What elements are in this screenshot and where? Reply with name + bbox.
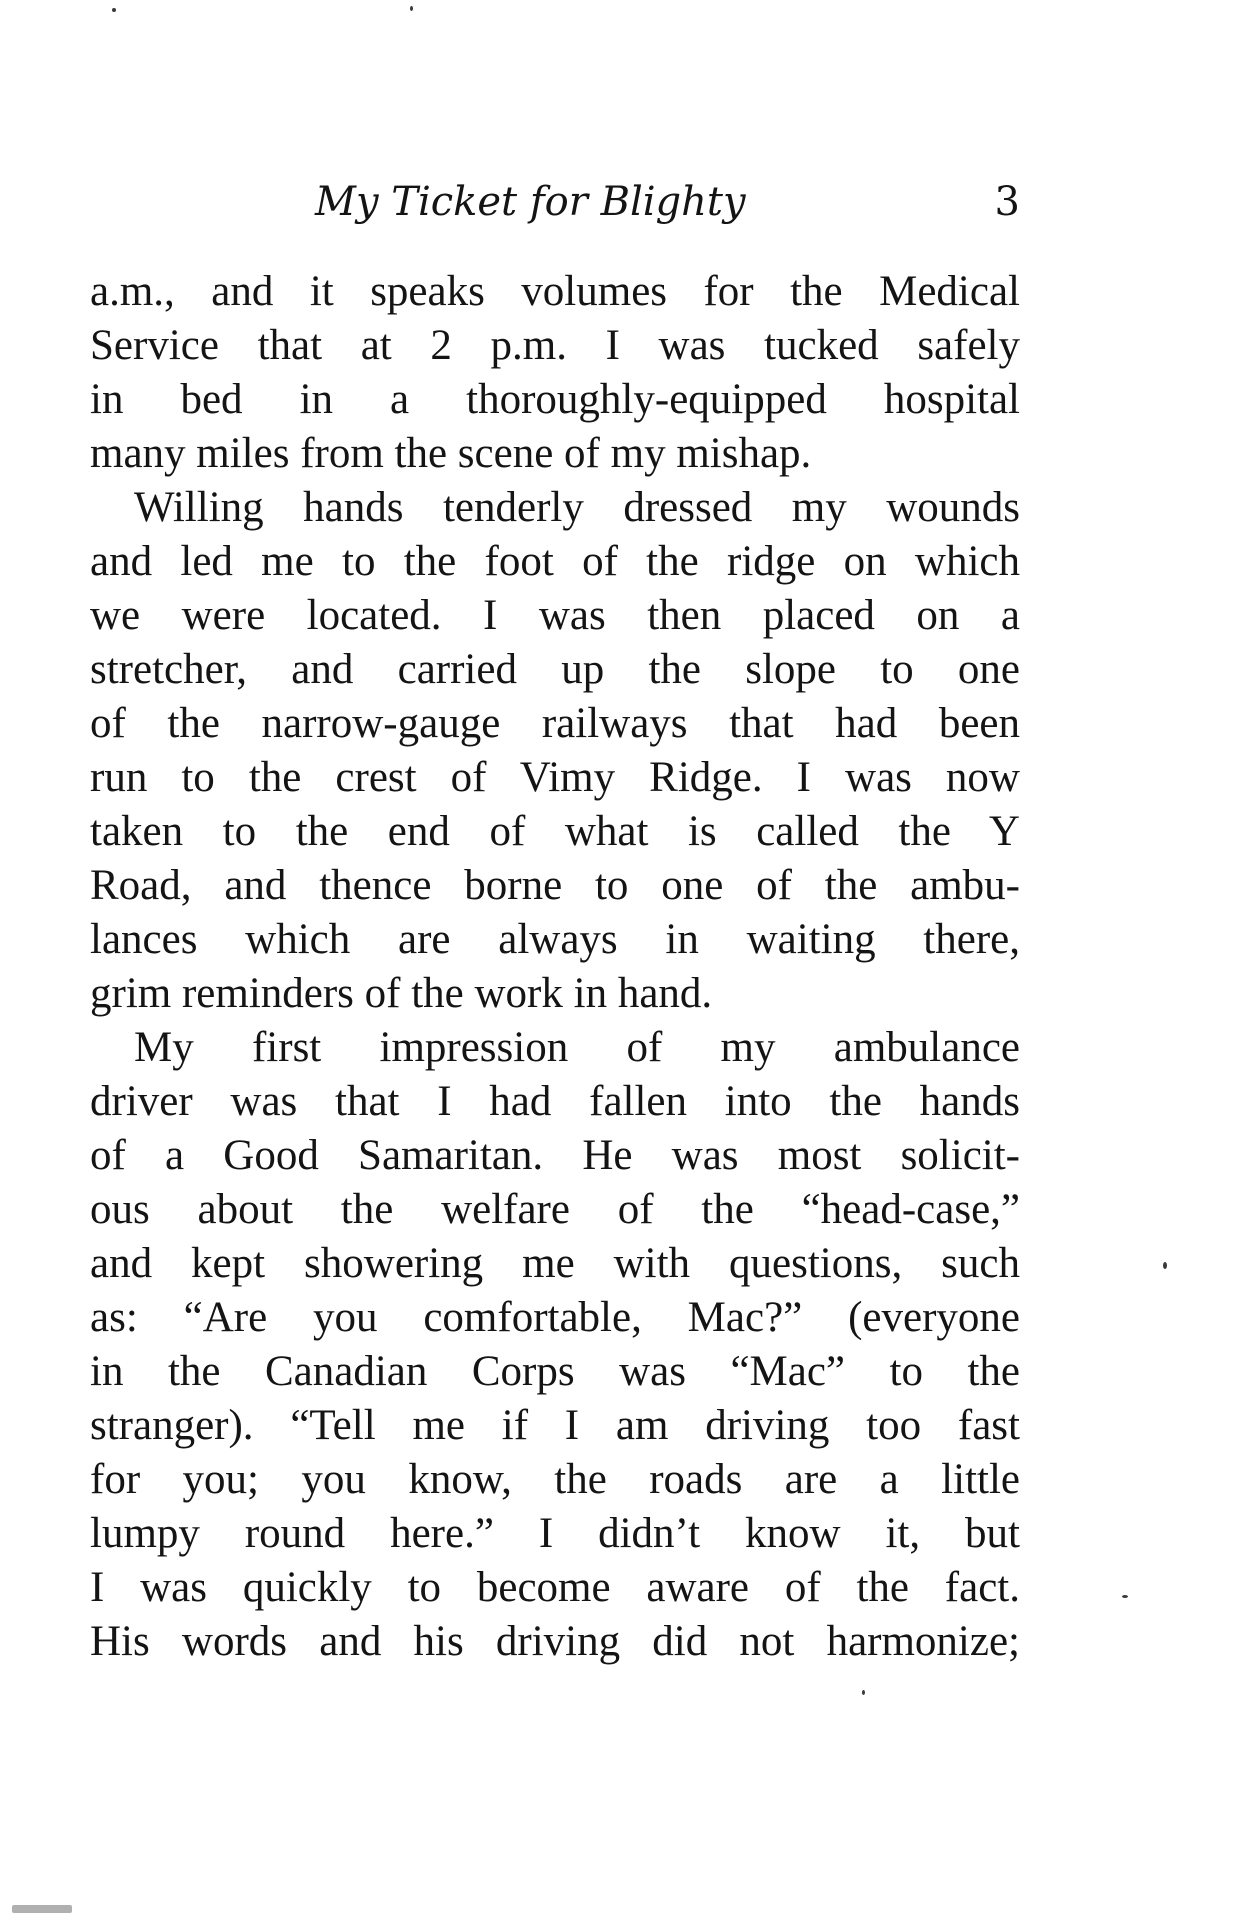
- text-line: My first impression of my ambulance: [134, 1024, 1020, 1071]
- text-line: run to the crest of Vimy Ridge. I was now: [90, 754, 1020, 801]
- text-line: in the Canadian Corps was “Mac” to the: [90, 1348, 1020, 1395]
- text-line: stretcher, and carried up the slope to one: [90, 646, 1020, 693]
- text-line: Service that at 2 p.m. I was tucked safely: [90, 322, 1020, 369]
- scan-speck: [410, 6, 413, 11]
- text-line: a.m., and it speaks volumes for the Medical: [90, 268, 1020, 315]
- text-line: Road, and thence borne to one of the ambu-: [90, 862, 1020, 909]
- text-line: driver was that I had fallen into the hands: [90, 1078, 1020, 1125]
- running-title: My Ticket for Blighty: [315, 179, 746, 225]
- scan-speck: [112, 8, 116, 12]
- text-line: lances which are always in waiting there,: [90, 916, 1020, 963]
- scan-speck: [1163, 1262, 1167, 1269]
- text-line: grim reminders of the work in hand.: [90, 970, 713, 1017]
- text-line: stranger). “Tell me if I am driving too fast: [90, 1402, 1020, 1449]
- text-line: of a Good Samaritan. He was most solicit-: [90, 1132, 1020, 1179]
- text-line: lumpy round here.” I didn’t know it, but: [90, 1510, 1020, 1557]
- text-line: of the narrow-gauge railways that had been: [90, 700, 1020, 747]
- running-header: [90, 172, 1020, 232]
- text-line: taken to the end of what is called the Y: [90, 808, 1020, 855]
- scan-speck: [12, 1905, 72, 1913]
- text-line: I was quickly to become aware of the fact.: [90, 1564, 1020, 1611]
- text-line: we were located. I was then placed on a: [90, 592, 1020, 639]
- scan-speck: [862, 1690, 865, 1695]
- text-line: for you; you know, the roads are a little: [90, 1456, 1020, 1503]
- page-number: 3: [994, 179, 1020, 225]
- text-line: and led me to the foot of the ridge on which: [90, 538, 1020, 585]
- text-line: many miles from the scene of my mishap.: [90, 430, 812, 477]
- scan-speck: [1122, 1595, 1128, 1598]
- text-line: in bed in a thoroughly-equipped hospital: [90, 376, 1020, 423]
- text-line: ous about the welfare of the “head-case,”: [90, 1186, 1020, 1233]
- text-line: Willing hands tenderly dressed my wounds: [134, 484, 1020, 531]
- text-line: as: “Are you comfortable, Mac?” (everyone: [90, 1294, 1020, 1341]
- body-text: [90, 265, 1020, 1669]
- text-line: His words and his driving did not harmonize;: [90, 1618, 1020, 1665]
- text-line: and kept showering me with questions, such: [90, 1240, 1020, 1287]
